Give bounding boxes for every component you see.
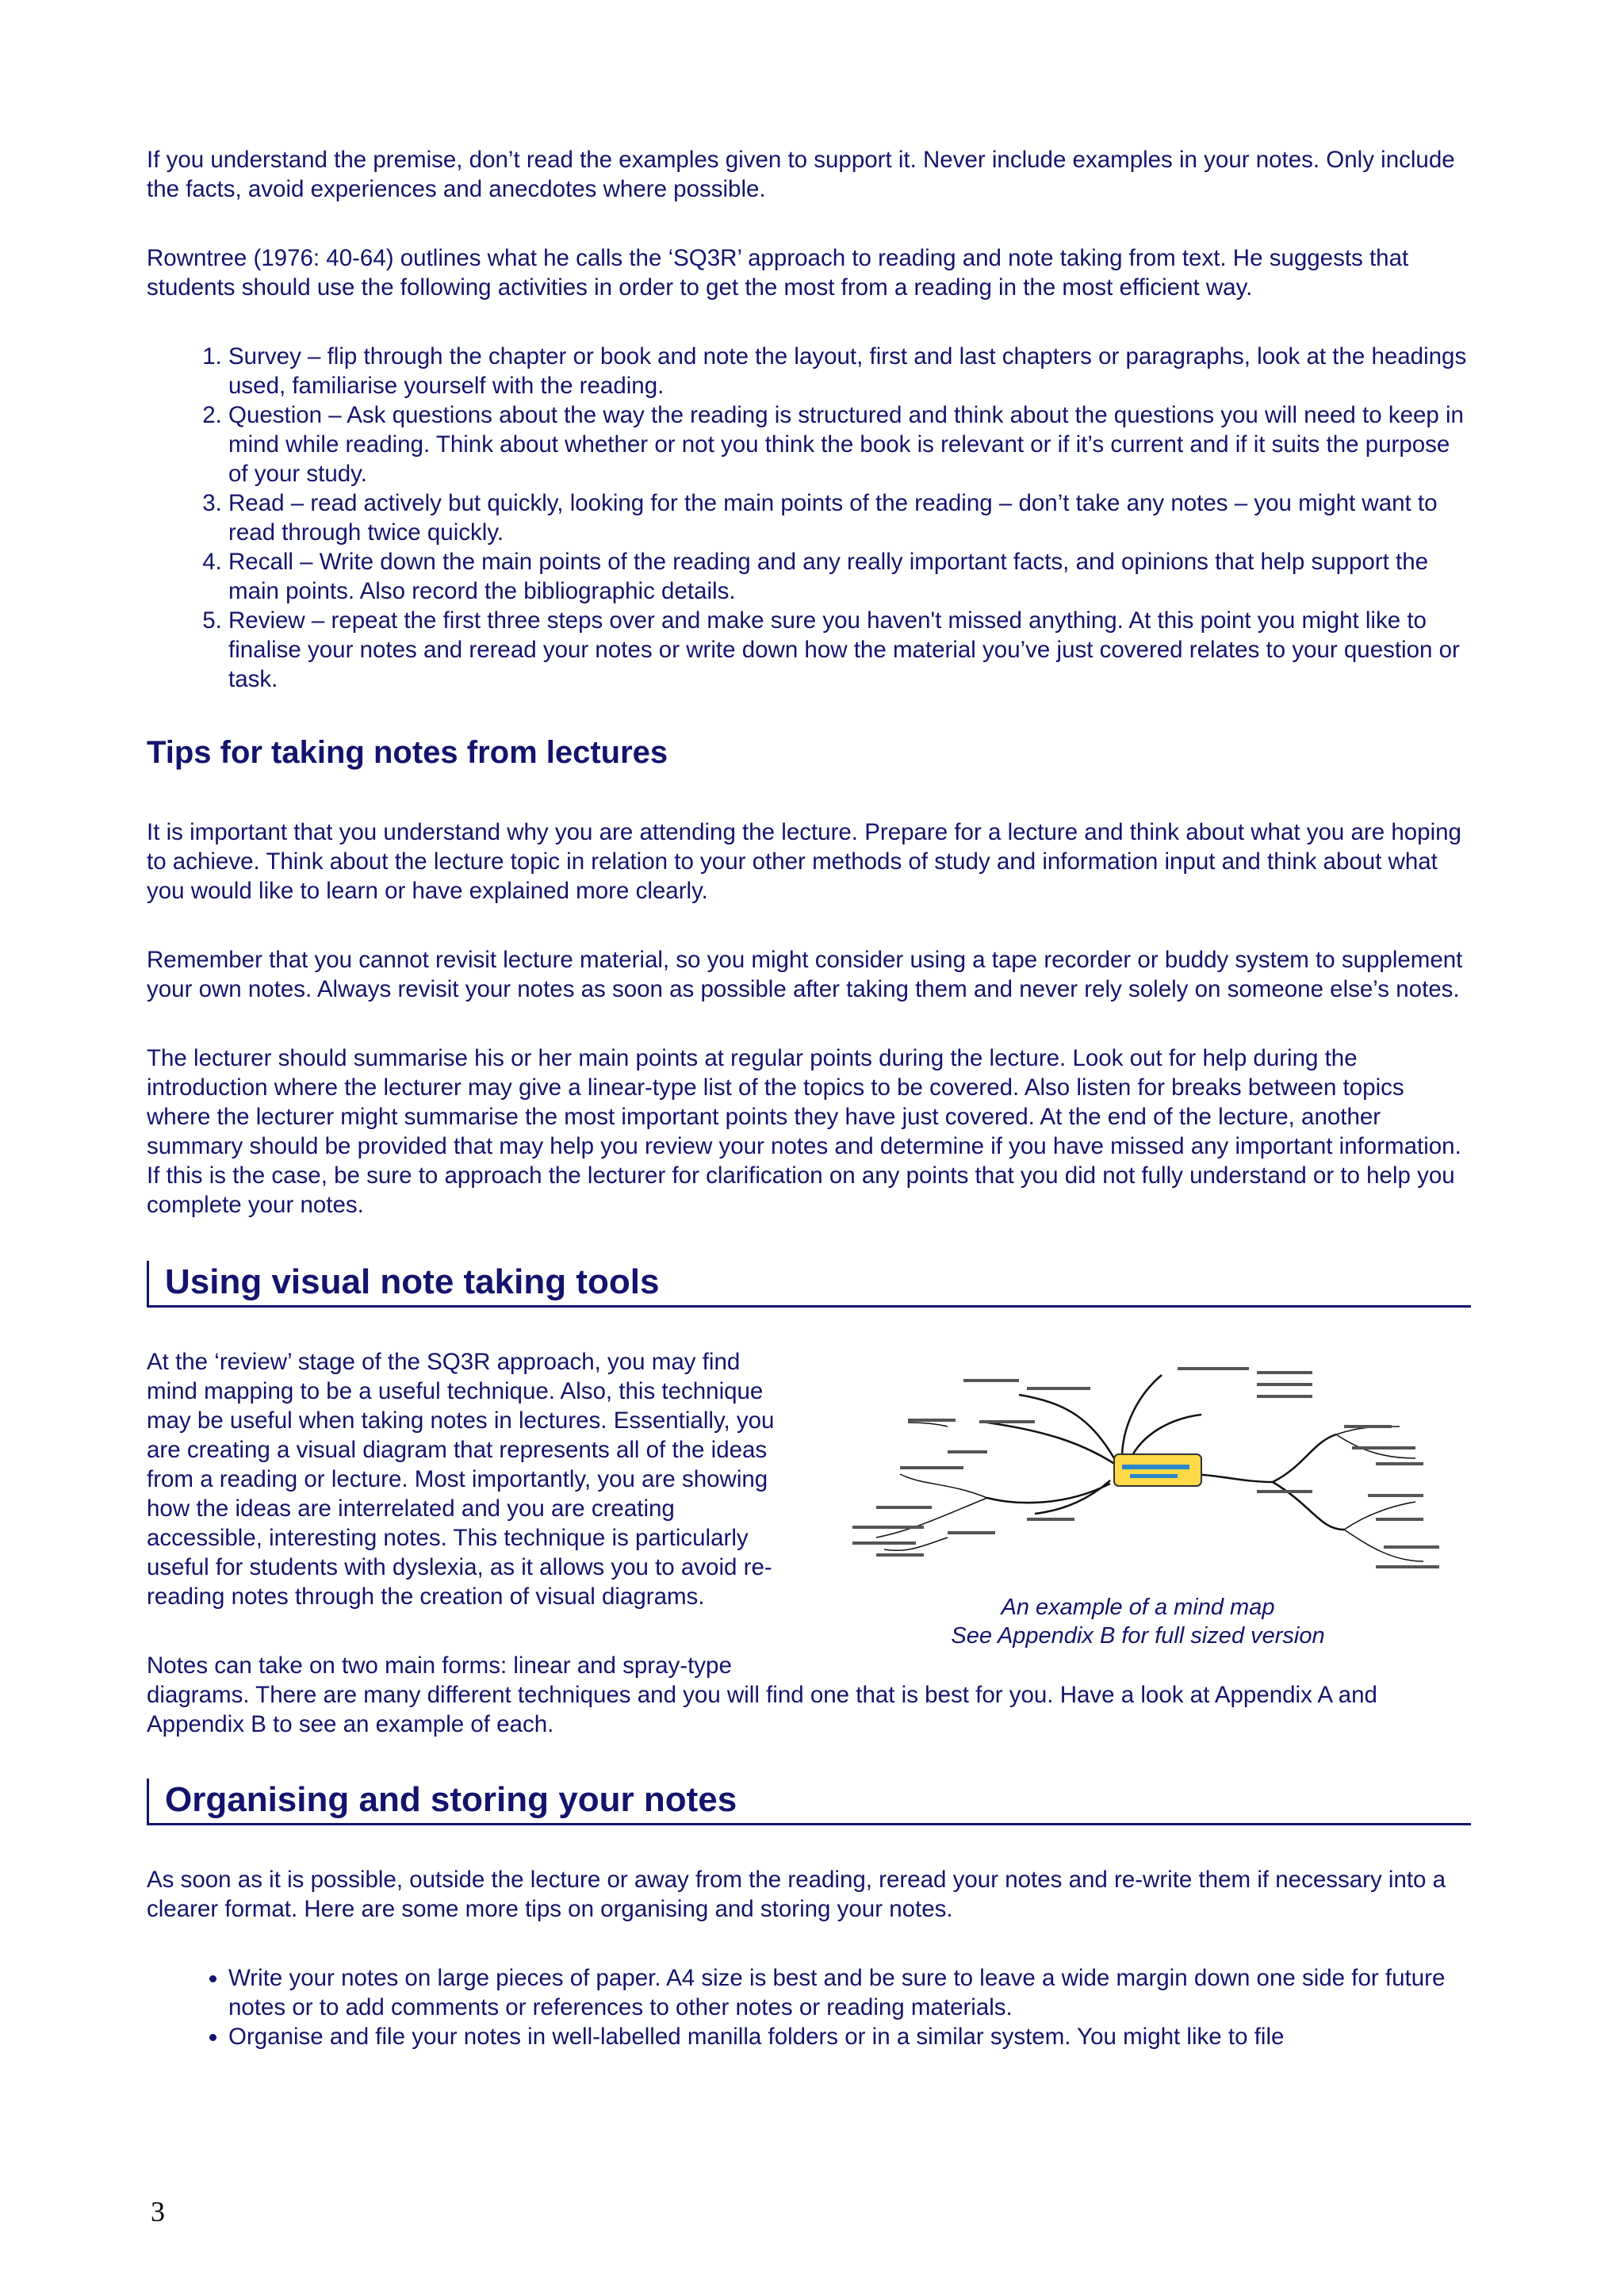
intro-paragraph-1: If you understand the premise, don’t read the examples given to support it. Never include examples in your notes. Only include the facts, avoid experiences and anecdotes where possible. — [147, 147, 1455, 202]
sq3r-steps-list — [147, 342, 1471, 694]
organising-paragraph: As soon as it is possible, outside the lecture or away from the reading, reread your notes and re-write them if necessary into a clearer format. Here are some more tips on organising and storing your notes. — [147, 1867, 1446, 1922]
visual-paragraph-1: At the ‘review’ stage of the SQ3R approach, you may find mind mapping to be a useful technique. Also, this technique may be useful when taking notes in lectures. Essentially, you are creating a visual diagram that represents all of the ideas from a reading or lecture. Most importantly, you are showing how the ideas are interrelated and you are creating accessible, interesting notes. This technique is particularly useful for students with dyslexia, as it allows you to avoid re-reading notes through the creation of visual diagrams. — [147, 1349, 775, 1610]
organising-bullets — [147, 1963, 1471, 2051]
organising-heading: Organising and storing your notes — [147, 1779, 1471, 1825]
lectures-paragraph-2: Remember that you cannot revisit lecture material, so you might consider using a tape recorder or buddy system to supplement your own notes. Always revisit your notes as soon as possible after taking them and never rely solely on someone else’s notes. — [147, 947, 1463, 1002]
lectures-heading: Tips for taking notes from lectures — [147, 735, 668, 770]
lectures-paragraph-3: The lecturer should summarise his or her main points at regular points during the lecture. Look out for help during the introduction where the lecturer may give a linear-type list of the topics to be covered. Also listen for breaks between topics where the lecturer might summarise the most important points they have just covered. At the end of the lecture, another summary should be provided that may help you review your notes and determine if you have missed any important information. If this is the case, be sure to approach the lecturer for clarification on any points that you did not fully understand or to help you complete your notes. — [147, 1045, 1461, 1218]
mind-map-figure — [805, 1347, 1471, 1650]
figure-caption-line-1: An example of a mind map — [1001, 1595, 1275, 1620]
figure-caption-line-2: See Appendix B for full sized version — [951, 1623, 1325, 1649]
list-item: 3. Read – read actively but quickly, looking for the main points of the reading – don’t take any notes – you might want to read through twice quickly. — [228, 488, 1471, 547]
list-item: • Organise and file your notes in well-labelled manilla folders or in a similar system. You might like to file — [228, 2022, 1471, 2051]
visual-heading: Using visual note taking tools — [147, 1261, 1471, 1308]
list-item: 2. Question – Ask questions about the way the reading is structured and think about the questions you will need to keep in mind while reading. Think about whether or not you think the book is relevant or if it’s current and if it suits the purpose of your study. — [228, 400, 1471, 488]
list-item: 4. Recall – Write down the main points of the reading and any really important facts, and opinions that help support the main points. Also record the bibliographic details. — [228, 547, 1471, 606]
page-number: 3 — [151, 2196, 165, 2227]
visual-paragraph-2: Notes can take on two main forms: linear and spray-type diagrams. There are many different techniques and you will find one that is best for you. Have a look at Appendix A and Appendix B to see an example of each. — [147, 1653, 1377, 1737]
list-item: • Write your notes on large pieces of paper. A4 size is best and be sure to leave a wide margin down one side for future notes or to add comments or references to other notes or reading materials. — [228, 1963, 1471, 2022]
lectures-paragraph-1: It is important that you understand why you are attending the lecture. Prepare for a lecture and think about what you are hoping to achieve. Think about the lecture topic in relation to your other methods of study and information input and think about what you would like to learn or have explained more clearly. — [147, 819, 1461, 904]
intro-paragraph-2: Rowntree (1976: 40-64) outlines what he calls the ‘SQ3R’ approach to reading and note taking from text. He suggests that students should use the following activities in order to get the most from a reading in the most efficient way. — [147, 245, 1409, 301]
list-item: 1. Survey – flip through the chapter or book and note the layout, first and last chapters or paragraphs, look at the headings used, familiarise yourself with the reading. — [228, 342, 1471, 400]
page-content — [147, 145, 1471, 2091]
list-item: 5. Review – repeat the first three steps over and make sure you haven't missed anything. At this point you might like to finalise your notes and reread your notes or write down how the material you’ve just covered relates to your question or task. — [228, 606, 1471, 694]
mind-map-image — [829, 1347, 1447, 1585]
